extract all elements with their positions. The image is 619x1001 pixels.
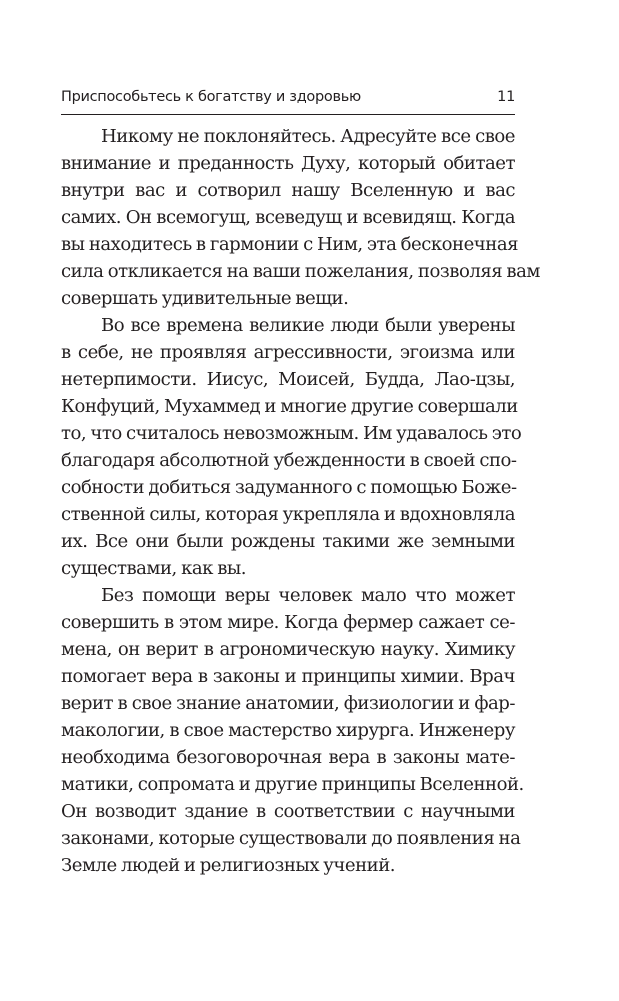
header-rule [61,114,515,115]
paragraph [61,123,540,312]
text-line: верит в свое знание анатомии, физиологии и фар- [61,693,515,714]
header-title: Приспособьтесь к богатству и здоровью [61,89,361,105]
paragraph [61,582,524,879]
text-line: их. Все они были рождены такими же земными [61,531,515,552]
text-line: внимание и преданность Духу, который обитает [61,153,515,174]
text-line: собности добиться задуманного с помощью Боже- [61,477,517,498]
text-line: благодаря абсолютной убежденности в своей спо- [61,450,517,471]
text-line: макологии, в свое мастерство хирурга. Инженеру [61,720,515,741]
text-line: самих. Он всемогущ, всеведущ и всевидящ. Когда [61,207,515,228]
text-line: совершить в этом мире. Когда фермер сажает се- [61,612,515,633]
text-line: Конфуций, Мухаммед и многие другие совершали [61,396,518,417]
text-line: матики, сопромата и другие принципы Вселенной. [61,774,524,795]
text-line: Во все времена великие люди были уверены [101,315,515,336]
text-line: совершать удивительные вещи. [61,288,349,309]
text-line: внутри вас и сотворил нашу Вселенную и вас [61,180,515,201]
text-line: законами, которые существовали до появления на [61,828,521,849]
text-line: то, что считалось невозможным. Им удавалось это [61,423,522,444]
text-line: Земле людей и религиозных учений. [61,855,396,876]
text-line: вы находитесь в гармонии с Ним, эта бесконечная [61,234,519,255]
text-line: ственной силы, которая укрепляла и вдохновляла [61,504,515,525]
text-line: Он возводит здание в соответствии с научными [61,801,515,822]
text-line: мена, он верит в агрономическую науку. Химику [61,639,515,660]
text-line: нетерпимости. Иисус, Моисей, Будда, Лао-цзы, [61,369,515,390]
text-line: Без помощи веры человек мало что может [101,585,515,606]
paragraph [61,312,522,582]
text-line: помогает вера в законы и принципы химии. Врач [61,666,515,687]
text-line: сила откликается на ваши пожелания, позволяя вам [61,261,540,282]
running-header [61,89,515,115]
text-line: в себе, не проявляя агрессивности, эгоизма или [61,342,515,363]
text-line: необходима безоговорочная вера в законы мате- [61,747,515,768]
text-line: существами, как вы. [61,558,247,579]
text-line: Никому не поклоняйтесь. Адресуйте все свое [101,126,515,147]
body-text [61,123,540,879]
page-number: 11 [497,89,515,105]
